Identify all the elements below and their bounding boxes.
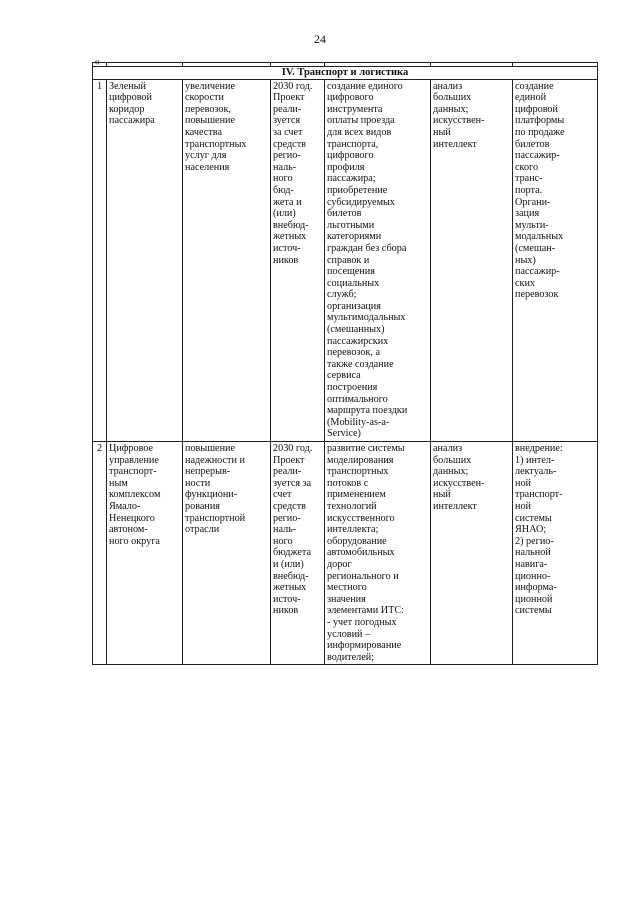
cell-line: средств <box>273 500 306 512</box>
cell-line: ный <box>433 489 451 501</box>
cell-line: технологий <box>327 500 377 512</box>
cell-line: модальных <box>515 231 564 243</box>
cell-line: маршрута поездки <box>327 405 408 417</box>
cell-line: оптимального <box>327 393 388 405</box>
cell-line: информа- <box>515 582 557 594</box>
cell-line: билетов <box>515 138 550 150</box>
description-cell <box>325 79 431 441</box>
cell-line: жетных <box>273 231 307 243</box>
cell-line: ников <box>273 605 299 617</box>
table-row <box>93 442 598 665</box>
cell-line: лектуаль- <box>515 466 557 478</box>
cell-line: категориями <box>327 231 382 243</box>
cell-line: 2) регио- <box>515 535 554 547</box>
cell-line: ной <box>515 500 531 512</box>
cell-line: бюд- <box>273 184 294 196</box>
cell-line: граждан без сбора <box>327 242 407 254</box>
cell-line: справок и <box>327 254 370 266</box>
cell-line: потоков с <box>327 477 369 489</box>
cell-line: приобретение <box>327 184 388 196</box>
cell-line: реали- <box>273 466 302 478</box>
cell-line: данных; <box>433 466 469 478</box>
cell-line: оборудование <box>327 535 387 547</box>
cell-line: внедрение: <box>515 443 563 454</box>
technology-cell <box>431 442 513 665</box>
cell-line: пассажирских <box>327 335 389 347</box>
cell-line: увеличение <box>185 80 235 92</box>
cell-line: ского <box>515 161 539 173</box>
cell-line: регионального и <box>327 570 399 582</box>
cell-line: источ- <box>273 242 301 254</box>
cell-line: порта. <box>515 184 543 196</box>
cell-line: данных; <box>433 103 469 115</box>
cell-line: субсидируемых <box>327 196 395 208</box>
transport-table <box>92 62 598 665</box>
cell-line: бюджета <box>273 547 311 559</box>
cell-line: транспортных <box>185 138 247 150</box>
cell-line: перевозок, <box>185 103 231 115</box>
cell-line: автомобильных <box>327 547 395 559</box>
cell-line: ЯНАО; <box>515 524 547 536</box>
cell-line: пассажир- <box>515 150 560 162</box>
cell-line: автоном- <box>109 524 148 536</box>
cell-line: жетных <box>273 582 307 594</box>
cell-line: управление <box>109 454 159 466</box>
cell-line: пассажира <box>109 115 155 127</box>
cell-line: ников <box>273 254 299 266</box>
cell-line: комплексом <box>109 489 161 501</box>
cell-line: непрерыв- <box>185 466 231 478</box>
cell-line: источ- <box>273 593 301 605</box>
cell-line: местного <box>327 582 367 594</box>
cell-line: населения <box>185 161 230 173</box>
cell-line: организация <box>327 300 381 312</box>
cell-line: пассажира; <box>327 173 376 185</box>
cell-line: ным <box>109 477 128 489</box>
cell-line: внебюд- <box>273 570 309 582</box>
cell-line: ного <box>273 535 293 547</box>
cell-line: мультимодальных <box>327 312 406 324</box>
technology-cell <box>431 79 513 441</box>
cell-line: Проект <box>273 92 305 104</box>
cell-line: транспортной <box>185 512 246 524</box>
cell-line: системы <box>515 512 552 524</box>
cell-line: 1) интел- <box>515 454 555 466</box>
cell-line: искусственного <box>327 512 395 524</box>
cell-line: искусствен- <box>433 477 485 489</box>
cell-line: ной <box>515 477 531 489</box>
description-cell <box>325 442 431 665</box>
cell-line: больших <box>433 454 472 466</box>
result-cell <box>513 79 598 441</box>
cell-line: социальных <box>327 277 380 289</box>
cell-line: Органи- <box>515 196 551 208</box>
cell-line: Ямало- <box>109 500 141 512</box>
cell-line: перевозок, а <box>327 347 381 359</box>
cell-line: перевозок <box>515 289 559 301</box>
cell-line: повышение <box>185 115 235 127</box>
deadline-cell <box>271 442 325 665</box>
cell-line: ционно- <box>515 570 551 582</box>
cell-line: (смешан- <box>515 242 556 254</box>
cell-line: 2030 год. <box>273 80 313 92</box>
cell-line: по продаже <box>515 126 565 138</box>
opening-quote: « <box>94 54 100 68</box>
cell-line: за счет <box>273 126 303 138</box>
page-number: 24 <box>314 32 326 46</box>
cell-line: значения <box>327 593 366 605</box>
section-header-row <box>93 67 598 80</box>
cell-line: (или) <box>273 208 296 220</box>
cell-line: оплаты проезда <box>327 115 395 127</box>
row-number: 1 <box>93 79 107 441</box>
cell-line: интеллекта; <box>327 524 379 536</box>
cell-line: транспорт- <box>109 466 157 478</box>
cell-line: транспорта, <box>327 138 379 150</box>
cell-line: наль- <box>273 524 297 536</box>
cell-line: ного округа <box>109 535 160 547</box>
cell-line: Зеленый <box>109 80 146 92</box>
cell-line: реали- <box>273 103 302 115</box>
table-row <box>93 79 598 441</box>
cell-line: инструмента <box>327 103 383 115</box>
cell-line: зация <box>515 208 540 220</box>
cell-line: Service) <box>327 428 361 440</box>
cell-line: Ненецкого <box>109 512 155 524</box>
cell-line: больших <box>433 92 472 104</box>
cell-line: ности <box>185 477 211 489</box>
project-name-cell <box>107 442 183 665</box>
cell-line: для всех видов <box>327 126 392 138</box>
cell-line: нальной <box>515 547 551 559</box>
goal-cell <box>183 442 271 665</box>
cell-line: билетов <box>327 208 362 220</box>
cell-line: (Mobility-as-a- <box>327 416 390 428</box>
cell-line: - учет погодных <box>327 616 397 628</box>
cell-line: зуется <box>273 115 301 127</box>
cell-line: единой <box>515 92 547 104</box>
cell-line: навига- <box>515 558 548 570</box>
cell-line: сервиса <box>327 370 361 382</box>
cell-line: транспорт- <box>515 489 563 501</box>
cell-line: льготными <box>327 219 375 231</box>
cell-line: 2030 год. <box>273 443 313 454</box>
cell-line: построения <box>327 382 378 394</box>
cell-line: Проект <box>273 454 305 466</box>
cell-line: элементами ИТС: <box>327 605 404 617</box>
cell-line: развитие системы <box>327 443 405 454</box>
cell-line: интеллект <box>433 138 477 150</box>
row-number: 2 <box>93 442 107 665</box>
cell-line: анализ <box>433 80 463 92</box>
cell-line: скорости <box>185 92 224 104</box>
section-title: IV. Транспорт и логистика <box>93 67 598 80</box>
cell-line: цифрового <box>327 150 374 162</box>
cell-line: транспортных <box>327 466 389 478</box>
cell-line: создание <box>515 80 554 92</box>
cell-line: интеллект <box>433 500 477 512</box>
cell-line: коридор <box>109 103 145 115</box>
cell-line: дорог <box>327 558 352 570</box>
cell-line: зуется за <box>273 477 312 489</box>
cell-line: ного <box>273 173 293 185</box>
cell-line: качества <box>185 126 222 138</box>
cell-line: информирование <box>327 640 402 652</box>
result-cell <box>513 442 598 665</box>
cell-line: (смешанных) <box>327 324 385 336</box>
cell-line: средств <box>273 138 306 150</box>
cell-line: регио- <box>273 150 301 162</box>
cell-line: мульти- <box>515 219 549 231</box>
cell-line: платформы <box>515 115 565 127</box>
cell-line: профиля <box>327 161 365 173</box>
cell-line: ных) <box>515 254 536 266</box>
cell-line: повышение <box>185 443 235 454</box>
cell-line: моделирования <box>327 454 394 466</box>
cell-line: счет <box>273 489 292 501</box>
cell-line: также создание <box>327 358 394 370</box>
cell-line: транс- <box>515 173 543 185</box>
cell-line: искусствен- <box>433 115 485 127</box>
deadline-cell <box>271 79 325 441</box>
cell-line: регио- <box>273 512 301 524</box>
cell-line: цифровой <box>515 103 558 115</box>
cell-line: внебюд- <box>273 219 309 231</box>
cell-line: отрасли <box>185 524 220 536</box>
cell-line: системы <box>515 605 552 617</box>
cell-line: ских <box>515 277 536 289</box>
cell-line: цифрового <box>327 92 374 104</box>
cell-line: создание единого <box>327 80 403 92</box>
cell-line: служб; <box>327 289 357 301</box>
cell-line: условий – <box>327 628 371 640</box>
cell-line: ный <box>433 126 451 138</box>
cell-line: посещения <box>327 266 375 278</box>
cell-line: ционной <box>515 593 553 605</box>
cell-line: и (или) <box>273 558 304 570</box>
cell-line: жета и <box>273 196 302 208</box>
cell-line: анализ <box>433 443 463 454</box>
cell-line: рования <box>185 500 220 512</box>
cell-line: наль- <box>273 161 297 173</box>
cell-line: Цифровое <box>109 443 154 454</box>
goal-cell <box>183 79 271 441</box>
cell-line: применением <box>327 489 386 501</box>
cell-line: надежности и <box>185 454 245 466</box>
cell-line: функциони- <box>185 489 238 501</box>
cell-line: услуг для <box>185 150 227 162</box>
cell-line: водителей; <box>327 651 375 663</box>
cell-line: цифровой <box>109 92 152 104</box>
cell-line: пассажир- <box>515 266 560 278</box>
project-name-cell <box>107 79 183 441</box>
